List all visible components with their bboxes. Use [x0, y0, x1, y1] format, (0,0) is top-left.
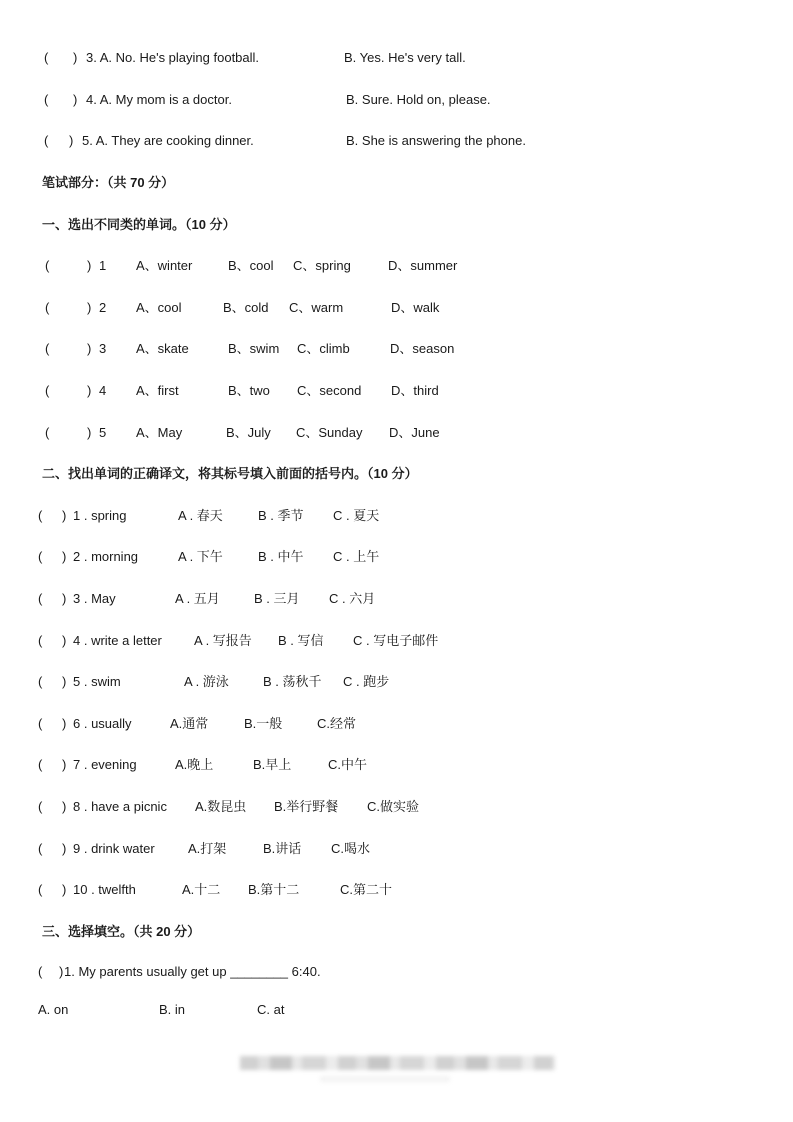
bracket-open: ( [38, 716, 43, 731]
bracket-open: ( [38, 508, 43, 523]
option-b: B. She is answering the phone. [346, 133, 526, 148]
option-a: A . 春天 [178, 508, 223, 523]
bracket-open: ( [38, 757, 43, 772]
bracket-close: ) [62, 757, 67, 772]
section3-title: 三、选择填空。（共 20 分） [42, 924, 201, 939]
bracket-open: ( [38, 964, 43, 979]
option-b: B. in [159, 1002, 186, 1017]
fill-in-item [0, 964, 793, 980]
section2-heading [0, 466, 793, 482]
option-a: A . 写报告 [194, 633, 252, 648]
section1-title: 一、选出不同类的单词。（10 分） [42, 217, 236, 232]
word: 6 . usually [73, 716, 132, 731]
bracket-close: ) [62, 674, 67, 689]
option-a: A.数昆虫 [195, 799, 247, 814]
option-b: B、swim [228, 341, 280, 356]
option-b: B . 季节 [258, 508, 304, 523]
word: 7 . evening [73, 757, 137, 772]
bracket-close: ) [59, 964, 64, 979]
bracket-open: ( [38, 591, 43, 606]
word: 8 . have a picnic [73, 799, 167, 814]
option-b: B、July [226, 425, 271, 440]
option-c: C.第二十 [340, 882, 393, 897]
option-c: C、Sunday [296, 425, 363, 440]
bracket-open: ( [38, 799, 43, 814]
odd-one-out-item [0, 300, 793, 316]
word: 5 . swim [73, 674, 121, 689]
item-number: 2 [99, 300, 107, 315]
option-c: C . 上午 [333, 549, 380, 564]
section3-heading [0, 924, 793, 940]
question-text: 5. A. They are cooking dinner. [82, 133, 254, 148]
word: 10 . twelfth [73, 882, 136, 897]
bracket-open: ( [38, 841, 43, 856]
option-b: B.早上 [253, 757, 292, 772]
listening-item [0, 92, 793, 108]
bracket-close: ) [69, 133, 74, 148]
blurred-footer [240, 1056, 555, 1070]
bracket-open: ( [38, 549, 43, 564]
odd-one-out-item [0, 383, 793, 399]
bracket-close: ) [87, 383, 92, 398]
option-c: C. at [257, 1002, 285, 1017]
bracket-close: ) [62, 799, 67, 814]
word: 3 . May [73, 591, 116, 606]
option-d: D、walk [391, 300, 440, 315]
bracket-open: ( [45, 258, 50, 273]
listening-item [0, 133, 793, 149]
listening-item [0, 50, 793, 66]
option-c: C . 跑步 [343, 674, 390, 689]
question-text: 4. A. My mom is a doctor. [86, 92, 232, 107]
word: 1 . spring [73, 508, 127, 523]
option-a: A. on [38, 1002, 69, 1017]
option-b: B、cool [228, 258, 274, 273]
translation-item [0, 716, 793, 732]
option-b: B.举行野餐 [274, 799, 339, 814]
bracket-close: ) [73, 50, 78, 65]
translation-item [0, 757, 793, 773]
option-c: C.喝水 [331, 841, 371, 856]
bracket-close: ) [62, 633, 67, 648]
option-a: A . 五月 [175, 591, 220, 606]
odd-one-out-item [0, 341, 793, 357]
section2-title: 二、找出单词的正确译文，将其标号填入前面的括号内。（10 分） [42, 466, 418, 481]
bracket-close: ) [73, 92, 78, 107]
option-c: C.做实验 [367, 799, 420, 814]
option-a: A、cool [136, 300, 182, 315]
bracket-close: ) [87, 341, 92, 356]
odd-one-out-item [0, 425, 793, 441]
option-a: A.晚上 [175, 757, 214, 772]
translation-item [0, 841, 793, 857]
option-c: C.中午 [328, 757, 368, 772]
option-a: A、first [136, 383, 179, 398]
option-d: D、summer [388, 258, 458, 273]
option-b: B、two [228, 383, 270, 398]
bracket-open: ( [44, 133, 49, 148]
option-a: A.打架 [188, 841, 227, 856]
bracket-close: ) [87, 300, 92, 315]
option-c: C . 六月 [329, 591, 376, 606]
option-b: B . 三月 [254, 591, 300, 606]
option-b: B . 荡秋千 [263, 674, 322, 689]
option-b: B.第十二 [248, 882, 300, 897]
blurred-footer-line [320, 1076, 450, 1082]
option-d: D、June [389, 425, 440, 440]
option-d: D、season [390, 341, 455, 356]
section1-heading [0, 217, 793, 233]
odd-one-out-item [0, 258, 793, 274]
fill-in-options [0, 1002, 793, 1018]
option-b: B、cold [223, 300, 269, 315]
bracket-open: ( [44, 92, 49, 107]
bracket-open: ( [45, 341, 50, 356]
bracket-close: ) [87, 258, 92, 273]
option-a: A、skate [136, 341, 189, 356]
option-a: A . 游泳 [184, 674, 229, 689]
bracket-close: ) [62, 549, 67, 564]
option-c: C、second [297, 383, 362, 398]
option-a: A、May [136, 425, 183, 440]
question-text: 3. A. No. He's playing football. [86, 50, 260, 65]
bracket-open: ( [38, 674, 43, 689]
bracket-open: ( [38, 633, 43, 648]
option-a: A、winter [136, 258, 193, 273]
option-c: C、spring [293, 258, 351, 273]
option-c: C . 写电子邮件 [353, 633, 439, 648]
option-c: C . 夏天 [333, 508, 380, 523]
translation-item [0, 882, 793, 898]
option-d: D、third [391, 383, 439, 398]
item-number: 1 [99, 258, 107, 273]
option-b: B . 写信 [278, 633, 324, 648]
item-number: 5 [99, 425, 107, 440]
bracket-open: ( [38, 882, 43, 897]
bracket-open: ( [44, 50, 49, 65]
bracket-open: ( [45, 425, 50, 440]
option-c: C、climb [297, 341, 350, 356]
item-number: 3 [99, 341, 107, 356]
option-b: B. Yes. He's very tall. [344, 50, 466, 65]
word: 9 . drink water [73, 841, 155, 856]
option-b: B. Sure. Hold on, please. [346, 92, 491, 107]
bracket-close: ) [62, 508, 67, 523]
option-a: A.通常 [170, 716, 209, 731]
option-b: B.一般 [244, 716, 283, 731]
word: 4 . write a letter [73, 633, 162, 648]
question-text: 1. My parents usually get up ________ 6:40. [64, 964, 321, 979]
word: 2 . morning [73, 549, 139, 564]
bracket-close: ) [62, 591, 67, 606]
translation-item [0, 674, 793, 690]
bracket-close: ) [62, 716, 67, 731]
translation-item [0, 508, 793, 524]
bracket-open: ( [45, 300, 50, 315]
bracket-close: ) [62, 882, 67, 897]
bracket-close: ) [62, 841, 67, 856]
written-part-heading [0, 175, 793, 191]
translation-item [0, 799, 793, 815]
translation-item [0, 633, 793, 649]
translation-item [0, 549, 793, 565]
bracket-close: ) [87, 425, 92, 440]
option-b: B . 中午 [258, 549, 304, 564]
translation-item [0, 591, 793, 607]
option-b: B.讲话 [263, 841, 302, 856]
option-a: A.十二 [182, 882, 221, 897]
written-part-title: 笔试部分：（共 70 分） [42, 175, 175, 190]
option-a: A . 下午 [178, 549, 223, 564]
item-number: 4 [99, 383, 107, 398]
bracket-open: ( [45, 383, 50, 398]
option-c: C.经常 [317, 716, 357, 731]
option-c: C、warm [289, 300, 344, 315]
